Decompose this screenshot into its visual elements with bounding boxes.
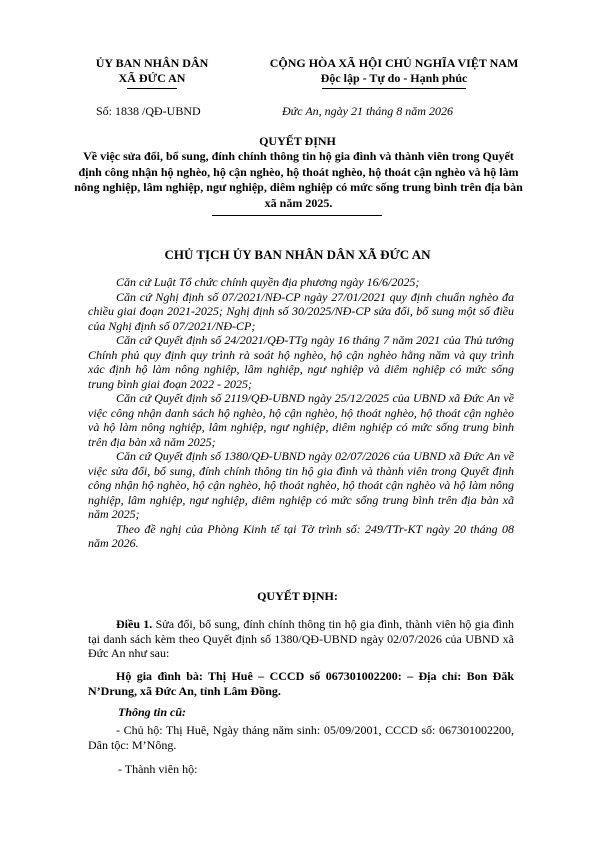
agency-underline	[127, 88, 177, 89]
decision-heading: QUYẾT ĐỊNH:	[257, 589, 338, 603]
decision-subject: Về việc sửa đổi, bổ sung, đính chính thông tin hộ gia đình và thành viên trong Quyết định công nhận hộ nghèo, hộ cận nghèo, hộ thoát nghèo, hộ thoát cận nghèo và hộ làm nông nghiệp, lâm nghiệp, ngư nghiệp, diêm nghiệp có mức sống trung bình trên địa bàn xã năm 2025.	[74, 149, 523, 210]
national-motto	[244, 56, 544, 86]
doc-number: Số: 1838 /QĐ-UBND	[96, 104, 201, 118]
old-info-label: Thông tin cũ:	[118, 705, 187, 719]
basis-5: Căn cứ Quyết định số 1380/QĐ-UBND ngày 02/07/2026 của UBND xã Đức An về việc sửa đổi, bổ sung, đính chính thông tin hộ gia đình và thành viên trong Quyết định công nhận hộ nghèo, hộ cận nghèo, hộ thoát nghèo, hộ thoát cận nghèo và hộ làm nông nghiệp, lâm nghiệp, ngư nghiệp, diêm nghiệp có mức sống trung bình trên địa bàn xã năm 2025;	[88, 449, 514, 521]
basis-6: Theo đề nghị của Phòng Kinh tế tại Tờ trình số: 249/TTr-KT ngày 20 tháng 08 năm 2026.	[88, 521, 514, 550]
article-1-text: Sửa đổi, bổ sung, đính chính thông tin hộ gia đình, thành viên hộ gia đình tại danh sách kèm theo Quyết định số 1380/QĐ-UBND ngày 02/07/2026 của UBND xã Đức An như sau:	[88, 617, 515, 660]
authority-line: CHỦ TỊCH ỦY BAN NHÂN DÂN XÃ ĐỨC AN	[164, 247, 431, 262]
agency-line2: XÃ ĐỨC AN	[118, 71, 186, 85]
article-1	[88, 617, 514, 661]
motto-underline	[322, 88, 466, 89]
basis-2: Căn cứ Nghị định số 07/2021/NĐ-CP ngày 27/01/2021 quy định chuẩn nghèo đa chiều giai đoạn 2021-2025; Nghị định số 30/2025/NĐ-CP sửa đổi, bổ sung một số điều của Nghị định số 07/2021/NĐ-CP;	[88, 289, 514, 333]
basis-4: Căn cứ Quyết định số 2119/QĐ-UBND ngày 25/12/2025 của UBND xã Đức An về việc công nhận danh sách hộ nghèo, hộ cận nghèo, hộ thoát nghèo, hộ thoát cận nghèo và hộ làm nông nghiệp, lâm nghiệp, ngư nghiệp, diêm nghiệp có mức sống trung bình trên địa bàn xã năm 2025;	[88, 391, 514, 449]
basis-1: Căn cứ Luật Tổ chức chính quyền địa phương ngày 16/6/2025;	[116, 275, 420, 289]
basis-3: Căn cứ Quyết định số 24/2021/QĐ-TTg ngày 16 tháng 7 năm 2021 của Thủ tướng Chính phủ quy định quy trình rà soát hộ nghèo, hộ cận nghèo hằng năm và quy trình xác định hộ làm nông nghiệp, lâm nghiệp, ngư nghiệp và diêm nghiệp có mức sống trung bình giai đoạn 2022 - 2025;	[88, 333, 514, 391]
national-line1: CỘNG HÒA XÃ HỘI CHỦ NGHĨA VIỆT NAM	[269, 56, 519, 70]
article-1-label: Điều 1.	[116, 617, 153, 631]
members-label: - Thành viên hộ:	[118, 762, 198, 776]
legal-bases	[88, 275, 514, 551]
household-info: Hộ gia đình bà: Thị Huê – CCCD số 067301002200: – Địa chỉ: Bon Đăk N’Drung, xã Đức An, tỉnh Lâm Đồng.	[88, 669, 514, 698]
place-date: Đức An, ngày 21 tháng 8 năm 2026	[282, 104, 453, 118]
agency-name	[72, 56, 232, 86]
national-line2: Độc lập - Tự do - Hạnh phúc	[320, 71, 468, 85]
title-underline	[212, 215, 382, 216]
household-head-line: - Chủ hộ: Thị Huê, Ngày tháng năm sinh: 05/09/2001, CCCD số: 067301002200, Dân tộc: M’Nông.	[88, 723, 514, 752]
agency-line1: ỦY BAN NHÂN DÂN	[95, 56, 209, 70]
decision-title: QUYẾT ĐỊNH	[259, 134, 336, 148]
